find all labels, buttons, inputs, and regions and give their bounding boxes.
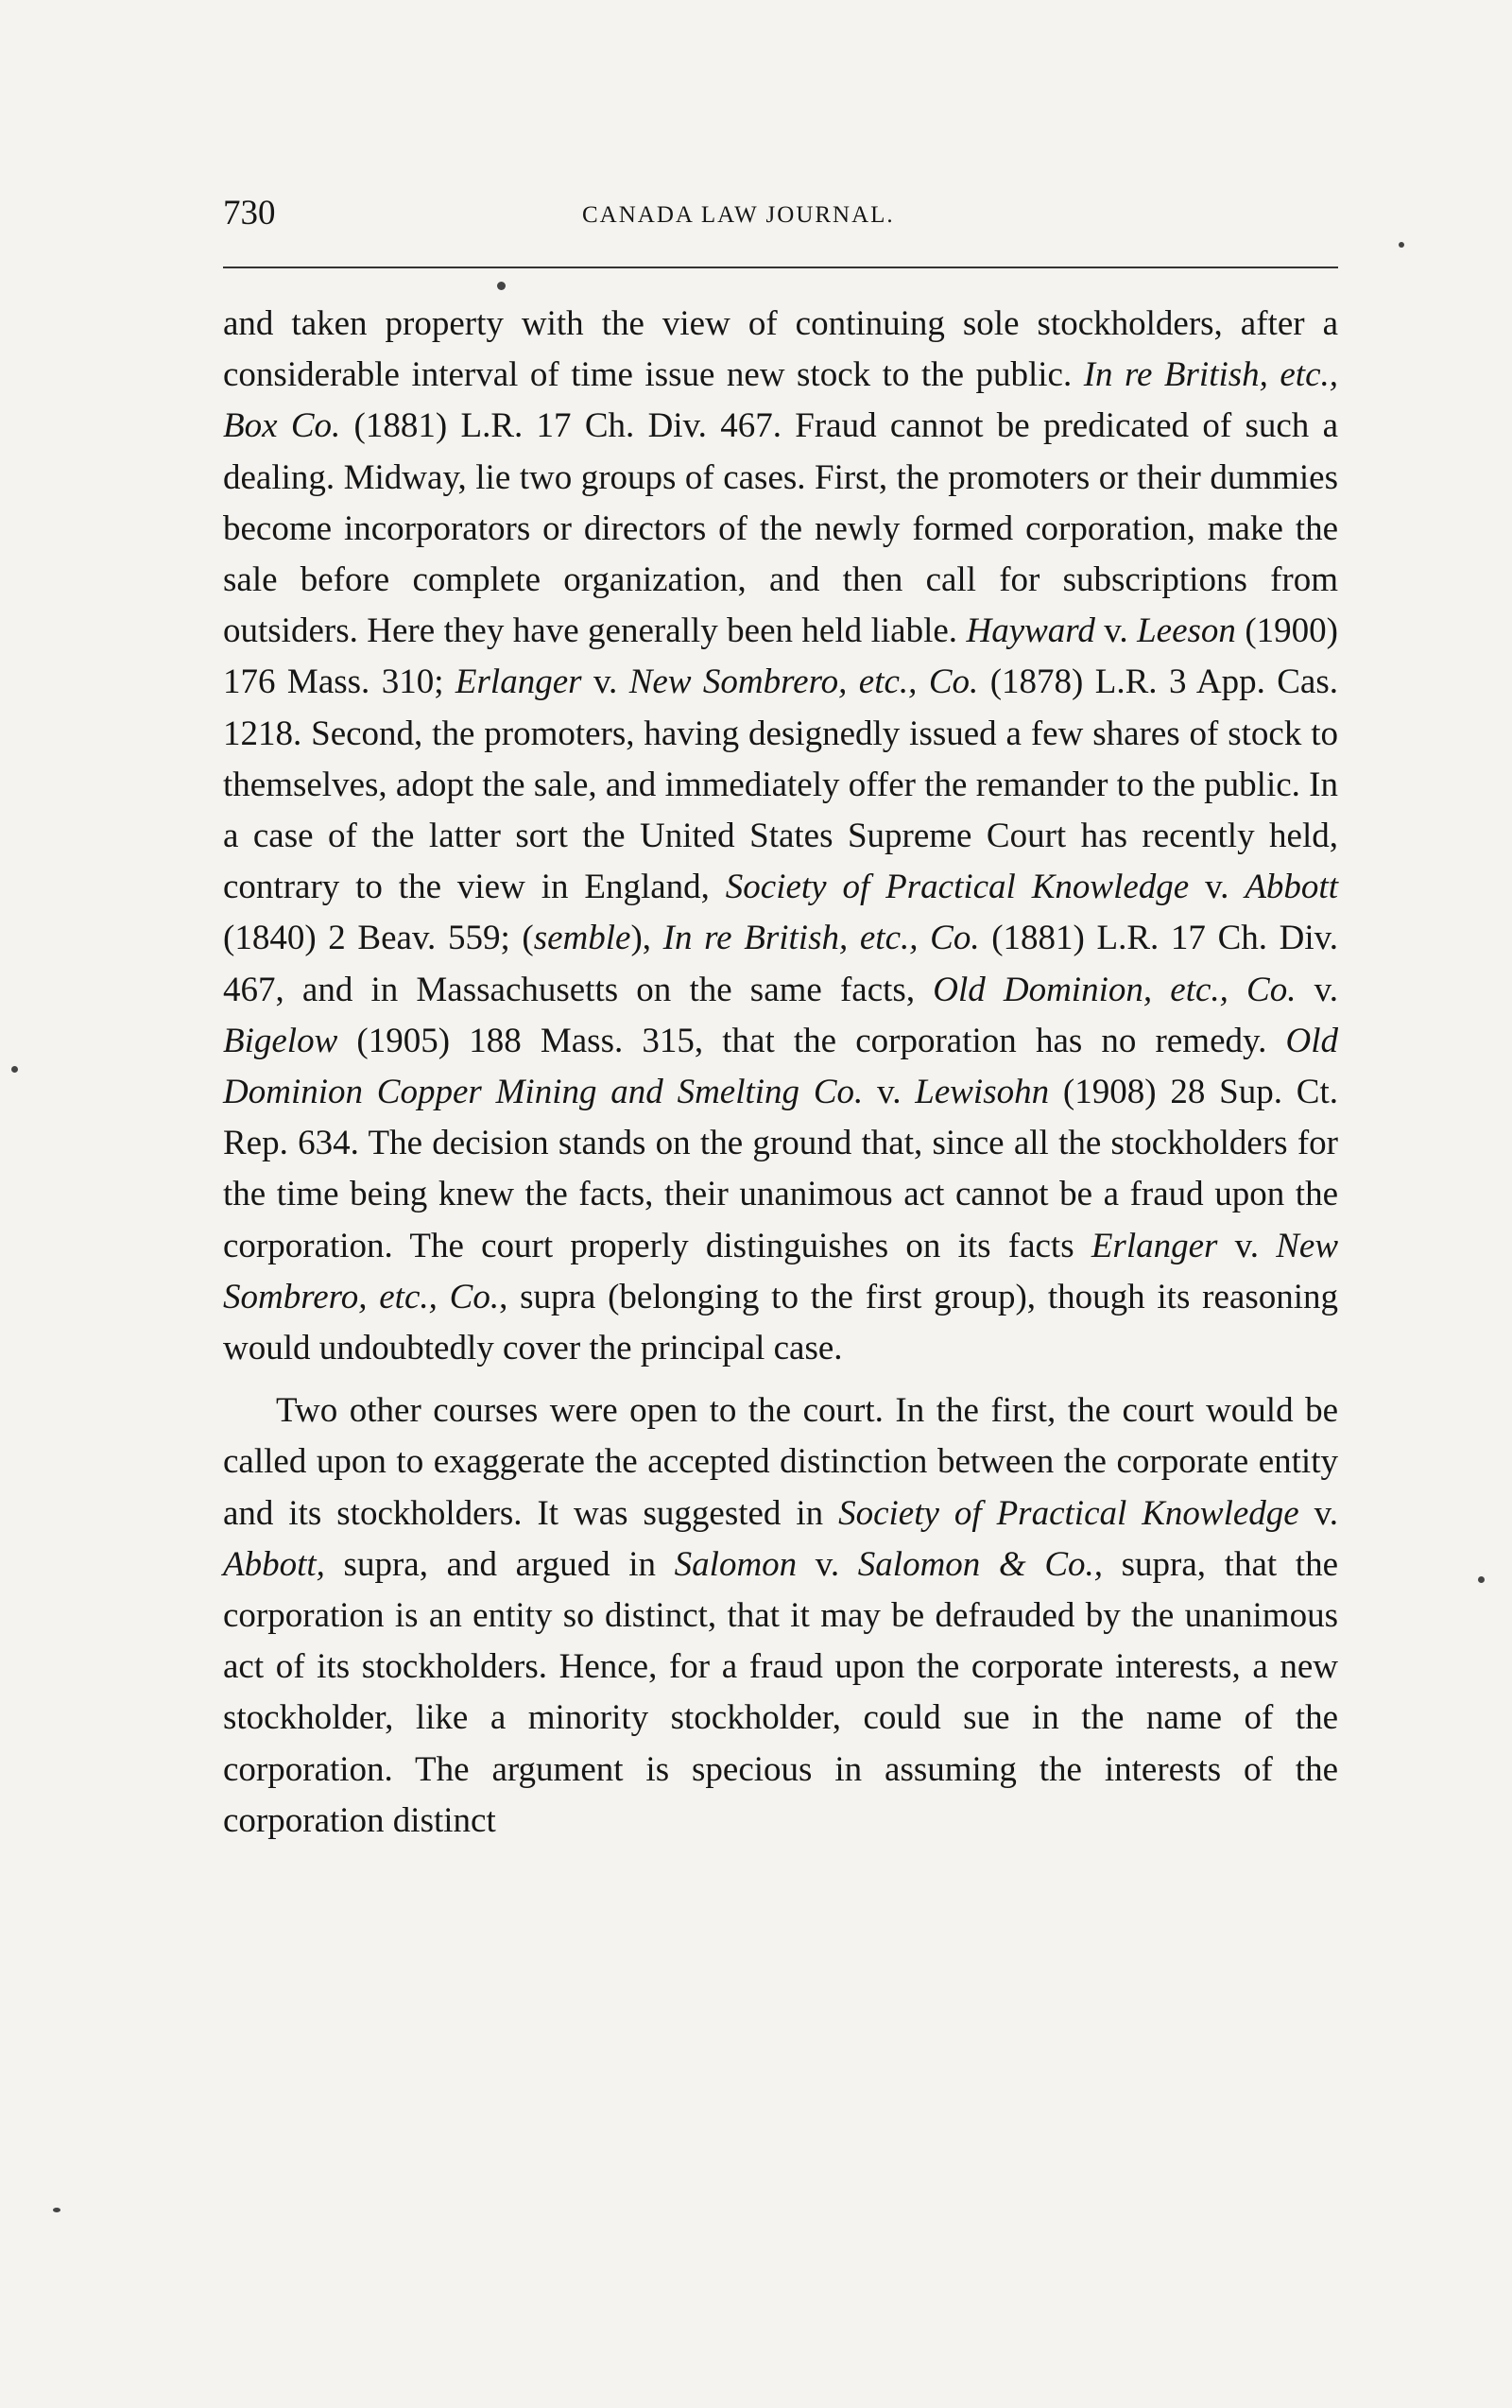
- text-run: v.: [797, 1544, 858, 1584]
- header-rule: [223, 267, 1338, 268]
- text-run: (1881) L.R. 17 Ch. Div. 467, and in Massachusetts on the same facts,: [223, 919, 1339, 1009]
- case-citation: semble: [533, 919, 631, 958]
- case-citation: Abbott,: [223, 1544, 325, 1584]
- text-run: v.: [863, 1073, 916, 1112]
- scan-speck: [497, 282, 506, 290]
- scan-speck: [1478, 1576, 1485, 1583]
- case-citation: Old Dominion, etc., Co.: [933, 970, 1297, 1009]
- case-citation: Erlanger: [1091, 1226, 1218, 1265]
- scan-speck: [1399, 242, 1404, 248]
- text-run: Two other courses were open to the court. In the first, the court would be called upon to exaggerate the accepted distinction between the corporate entity and its stockholders. It was suggested in: [223, 1391, 1338, 1533]
- text-run: v.: [581, 662, 629, 702]
- case-citation: In re British, etc., Co.: [662, 919, 980, 958]
- scan-speck: [11, 1066, 18, 1073]
- case-citation: Leeson: [1137, 611, 1236, 651]
- running-title: CANADA LAW JOURNAL.: [582, 202, 895, 228]
- case-citation: New Sombrero, etc., Co.: [223, 1226, 1338, 1316]
- case-citation: Bigelow: [223, 1021, 338, 1060]
- case-citation: Lewisohn: [915, 1073, 1050, 1112]
- text-run: (1840) 2 Beav. 559; (: [223, 919, 534, 958]
- case-citation: Salomon & Co.,: [857, 1544, 1104, 1584]
- case-citation: Erlanger: [455, 662, 582, 702]
- case-citation: Abbott: [1245, 868, 1338, 907]
- text-run: (1878) L.R. 3 App. Cas. 1218. Second, the promoters, having designedly issued a few shares of stock to themselves, adopt the sale, and immediately offer the remander to the public. In a case of the latter sort the United States Supreme Court has recently held, contrary to the view in England,: [223, 662, 1338, 907]
- text-run: v.: [1298, 1493, 1338, 1533]
- page-number: 730: [223, 194, 276, 232]
- body-text: [223, 299, 1338, 1847]
- scan-speck: [53, 2208, 60, 2212]
- text-run: v.: [1296, 970, 1338, 1009]
- text-run: (1908) 28 Sup. Ct. Rep. 634. The decision stands on the ground that, since all the stockholders for the time being knew the facts, their unanimous act cannot be a fraud upon the corporation. The court properly distinguishes on its facts: [223, 1073, 1338, 1265]
- text-run: v.: [1094, 611, 1138, 651]
- case-citation: Hayward: [966, 611, 1095, 651]
- paragraph: [223, 299, 1338, 1374]
- text-run: (1905) 188 Mass. 315, that the corporation has no remedy.: [337, 1021, 1286, 1060]
- case-citation: Society of Practical Knowledge: [725, 868, 1190, 907]
- paragraph: [223, 1385, 1338, 1847]
- text-run: , supra (belonging to the first group), though its reasoning would undoubtedly cover the principal case.: [223, 1277, 1338, 1368]
- case-citation: Society of Practical Knowledge: [838, 1493, 1299, 1533]
- page-header: [223, 189, 1338, 246]
- text-run: (1900) 176 Mass. 310;: [223, 611, 1338, 702]
- case-citation: In re British, etc., Box Co.: [223, 355, 1338, 446]
- text-run: ),: [630, 919, 663, 958]
- case-citation: Salomon: [674, 1544, 798, 1584]
- text-run: (1881) L.R. 17 Ch. Div. 467. Fraud cannot be predicated of such a dealing. Midway, lie two groups of cases. First, the promoters or their dummies become incorporators or directors of the newly formed corporation, make the sale before complete organization, and then call for subscriptions from outsiders. Here they have generally been held liable.: [223, 406, 1339, 651]
- text-run: and taken property with the view of continuing sole stockholders, after a considerable interval of time issue new stock to the public.: [223, 304, 1338, 395]
- case-citation: New Sombrero, etc., Co.: [628, 662, 979, 702]
- text-run: supra, that the corporation is an entity so distinct, that it may be defrauded by the unanimous act of its stockholders. Hence, for a fraud upon the corporate interests, a new stockholder, like a minority stockholder, could sue in the name of the corporation. The argument is specious in assuming the interests of the corporation distinct: [223, 1544, 1339, 1840]
- text-run: v.: [1217, 1226, 1277, 1265]
- text-run: supra, and argued in: [324, 1544, 675, 1584]
- text-run: v.: [1189, 868, 1246, 907]
- case-citation: Old Dominion Copper Mining and Smelting Co.: [223, 1021, 1338, 1112]
